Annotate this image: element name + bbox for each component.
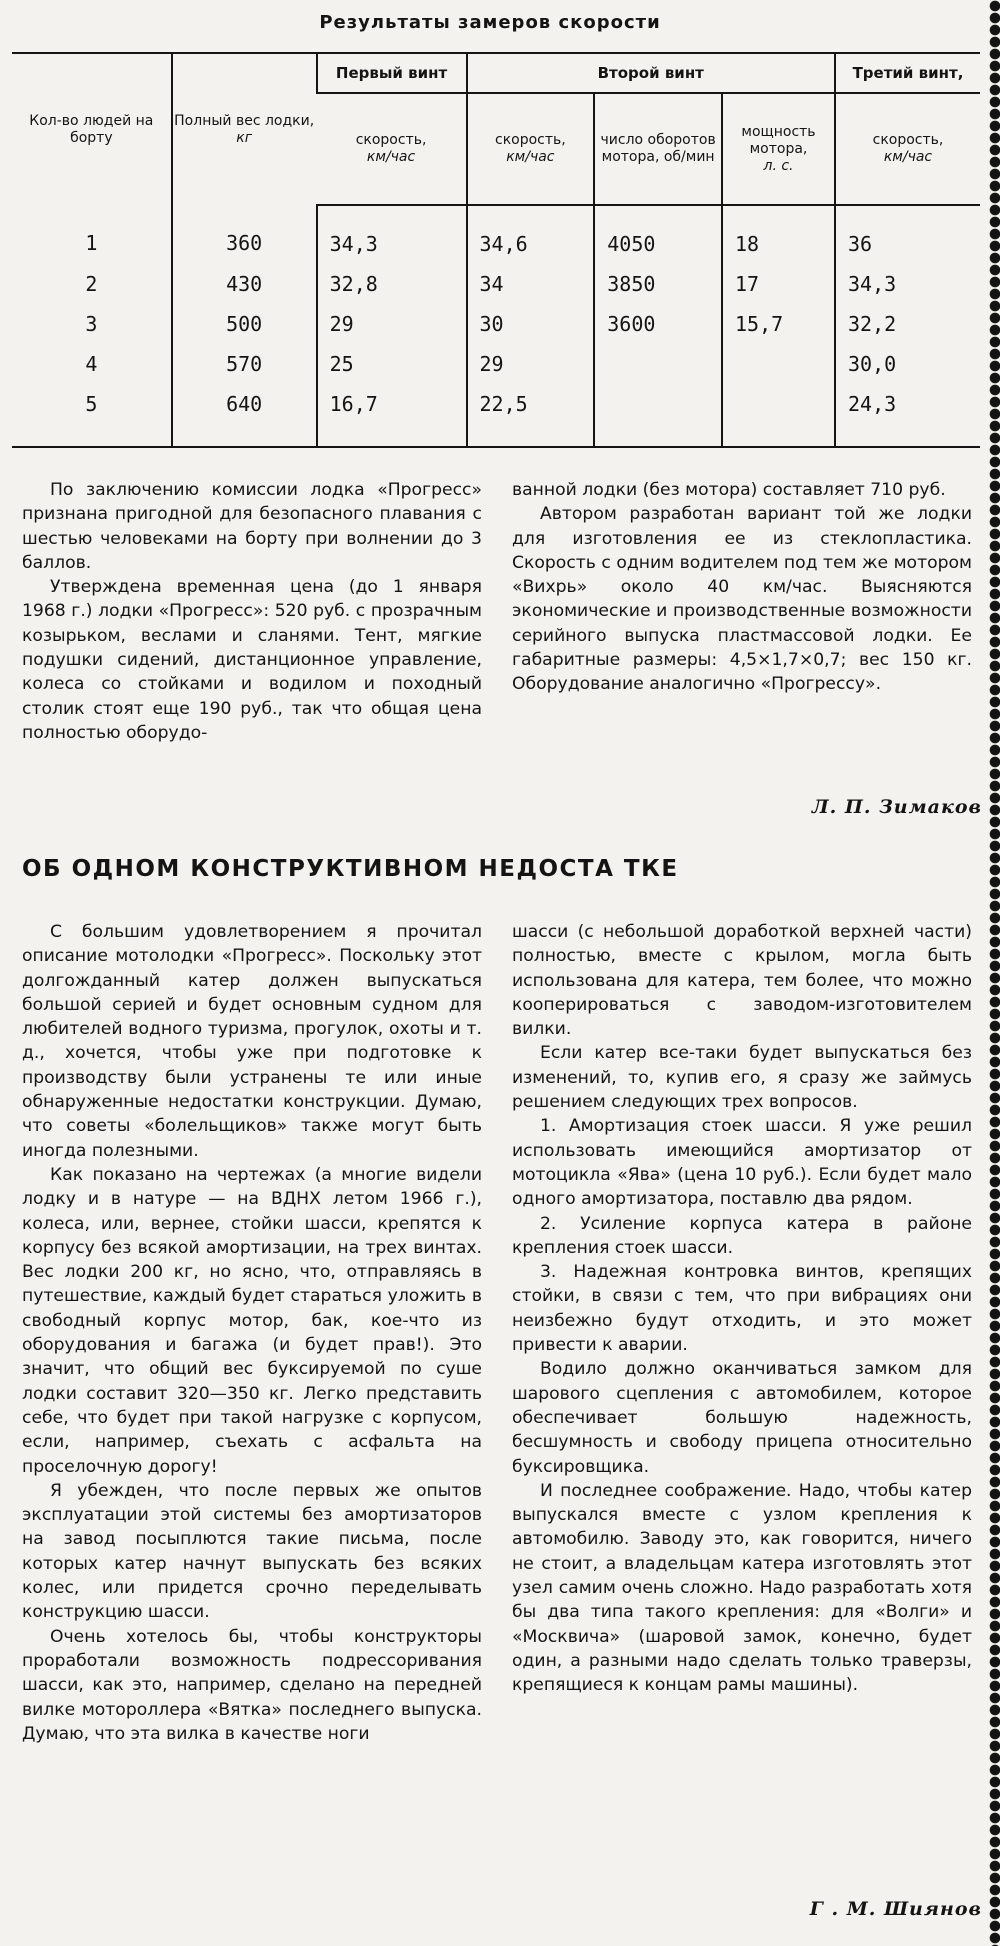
header-first-screw: Первый винт — [317, 53, 467, 93]
table-row — [12, 205, 980, 266]
cell-people: 1 — [85, 231, 98, 255]
cell-speed-3: 36 — [835, 205, 980, 266]
paragraph: шасси (с небольшой доработкой верхней части) полностью, вместе с крылом, могла быть использована для катера, тем более, что можно кооперироваться с заводом-изготовителем вилки. — [512, 922, 972, 1040]
cell-speed-2: 29 — [467, 346, 595, 386]
cell-people: 3 — [85, 312, 98, 336]
header-speed-2: скорость, км/час — [467, 93, 595, 205]
cell-rpm: 3600 — [594, 306, 722, 346]
paragraph: 1. Амортизация стоек шасси. Я уже решил использовать имеющийся амортизатор от мотоцикла «Ява» (цена 10 руб.). Если будет мало одного амортизатора, поставлю два рядом. — [512, 1116, 972, 1210]
paragraph: 3. Надежная контровка винтов, крепящих стойки, в связи с тем, что при вибрациях они неизбежно будут отходить, и это может привести к аварии. — [512, 1262, 972, 1356]
cell-power — [722, 386, 835, 447]
article2-heading: ОБ ОДНОМ КОНСТРУКТИВНОМ НЕДОСТА ТКЕ — [22, 856, 679, 882]
paragraph: Как показано на чертежах (а многие видели лодку и в натуре — на ВДНХ летом 1966 г.), колеса, или, вернее, стойки шасси, крепятся к корпусу без всякой амортизации, на трех винтах. Вес лодки 200 кг, но ясно, что, отправляясь в путешествие, каждый будет стараться уложить в свободный корпус мотор, бак, кое-что из оборудования и багажа (и будет прав!). Это значит, что общий вес буксируемой по суше лодки составит 320—350 кг. Легко представить себе, что будет при такой нагрузке с корпусом, если, например, съехать с асфальта на проселочную дорогу! — [22, 1164, 482, 1477]
page-edge-decoration — [986, 0, 1000, 1946]
signature-zimakov: Л. П. Зимаков — [811, 796, 982, 818]
cell-people: 5 — [12, 386, 172, 447]
cell-rpm — [594, 386, 722, 447]
paragraph: ванной лодки (без мотора) составляет 710 руб. — [512, 480, 946, 500]
paragraph: Утверждена временная цена (до 1 января 1968 г.) лодки «Прогресс»: 520 руб. с прозрачным козырьком, веслами и сланями. Тент, мягкие подушки сидений, дистанционное управление, колеса со стойками и водилом и походный столик стоят еще 190 руб., так что общая цена полностью оборудо- — [22, 577, 482, 743]
header-weight: Полный вес лодки, кг — [172, 53, 317, 205]
cell-speed-3: 34,3 — [835, 266, 980, 306]
paragraph: Если катер все-таки будет выпускаться без изменений, то, купив его, я сразу же займусь решением следующих трех вопросов. — [512, 1043, 972, 1113]
paragraph: Водило должно оканчиваться замком для шарового сцепления с автомобилем, которое обеспечивает большую надежность, бесшумность и свободу прицепа относительно буксировщика. — [512, 1359, 972, 1477]
paragraph: 2. Усиление корпуса катера в районе крепления стоек шасси. — [512, 1213, 972, 1258]
cell-speed-1: 25 — [317, 346, 467, 386]
header-power: мощность мотора, л. с. — [722, 93, 835, 205]
cell-speed-1: 29 — [317, 306, 467, 346]
cell-rpm: 4050 — [594, 205, 722, 266]
cell-power: 18 — [722, 205, 835, 266]
cell-power: 17 — [722, 266, 835, 306]
cell-speed-1: 32,8 — [317, 266, 467, 306]
article1-left-column — [22, 478, 482, 745]
cell-speed-2: 30 — [467, 306, 595, 346]
table-row — [12, 386, 980, 447]
cell-rpm: 3850 — [594, 266, 722, 306]
paragraph: Автором разработан вариант той же лодки для изготовления ее из стеклопластика. Скорость с одним водителем под тем же мотором «Вихрь» около 40 км/час. Выясняются экономические и производственные возможности серийного выпуска пластмассовой лодки. Ее габаритные размеры: 4,5×1,7×0,7; вес 150 кг. Оборудование аналогично «Прогрессу». — [512, 504, 972, 695]
cell-power — [722, 346, 835, 386]
header-speed-3: скорость, км/час — [835, 93, 980, 205]
table-row — [12, 266, 980, 306]
cell-people: 4 — [85, 352, 98, 376]
paragraph: И последнее соображение. Надо, чтобы катер выпускался вместе с узлом крепления к автомобилю. Заводу это, как говорится, ничего не стоит, а владельцам катера изготовлять этот узел самим очень сложно. Надо разработать хотя бы два типа такого крепления: для «Волги» и «Москвича» (шаровой замок, конечно, будет один, а разными надо сделать только траверзы, крепящиеся к концам рамы машины). — [512, 1480, 972, 1696]
header-rpm: число оборотов мотора, об/мин — [594, 93, 722, 205]
header-people: Кол-во людей на борту — [12, 53, 172, 205]
article1-right-column — [512, 478, 972, 697]
cell-rpm — [594, 346, 722, 386]
cell-speed-1: 16,7 — [317, 386, 467, 447]
article2-right-column — [512, 920, 972, 1698]
paragraph: Я убежден, что после первых же опытов эксплуатации этой системы без амортизаторов на завод посыплются такие письма, после которых катер начнут выпускать без всяких колес, или придется срочно переделывать конструкцию шасси. — [22, 1480, 482, 1623]
paragraph: С большим удовлетворением я прочитал описание мотолодки «Прогресс». Поскольку этот долгожданный катер должен выпускаться большой серией и будет основным судном для любителей водного туризма, прогулок, охоты и т. д., хочется, чтобы уже при подготовке к производству были устранены те или иные обнаруженные недостатки конструкции. Думаю, что советы «болельщиков» также могут быть иногда полезными. — [22, 922, 482, 1161]
cell-weight: 640 — [172, 386, 317, 447]
header-second-screw: Второй винт — [467, 53, 836, 93]
cell-speed-2: 34 — [467, 266, 595, 306]
cell-power: 15,7 — [722, 306, 835, 346]
signature-shiyanov: Г . М. Шиянов — [809, 1898, 982, 1920]
cell-weight: 570 — [172, 346, 317, 386]
paragraph: Очень хотелось бы, чтобы конструкторы проработали возможность подрессоривания шасси, как это, например, сделано на передней вилке мотороллера «Вятка» последнего выпуска. Думаю, что эта вилка в качестве ноги — [22, 1626, 482, 1744]
paragraph: По заключению комиссии лодка «Прогресс» признана пригодной для безопасного плавания с шестью человеками на борту при волнении до 3 баллов. — [22, 480, 482, 573]
cell-speed-3: 24,3 — [835, 386, 980, 447]
cell-speed-1: 34,3 — [317, 205, 467, 266]
cell-people: 2 — [85, 272, 98, 296]
header-third-screw: Третий винт, — [835, 53, 980, 93]
cell-speed-3: 30,0 — [835, 346, 980, 386]
table-title: Результаты замеров скорости — [319, 12, 661, 33]
header-speed-1: скорость, км/час — [317, 93, 467, 205]
cell-speed-3: 32,2 — [835, 306, 980, 346]
speed-results-table — [12, 52, 980, 448]
cell-speed-2: 22,5 — [467, 386, 595, 447]
cell-speed-2: 34,6 — [467, 205, 595, 266]
table-row — [12, 306, 980, 346]
cell-weight: 360 — [172, 205, 317, 266]
cell-weight: 430 — [172, 266, 317, 306]
table-row — [12, 346, 980, 386]
article2-left-column — [22, 920, 482, 1746]
cell-weight: 500 — [172, 306, 317, 346]
